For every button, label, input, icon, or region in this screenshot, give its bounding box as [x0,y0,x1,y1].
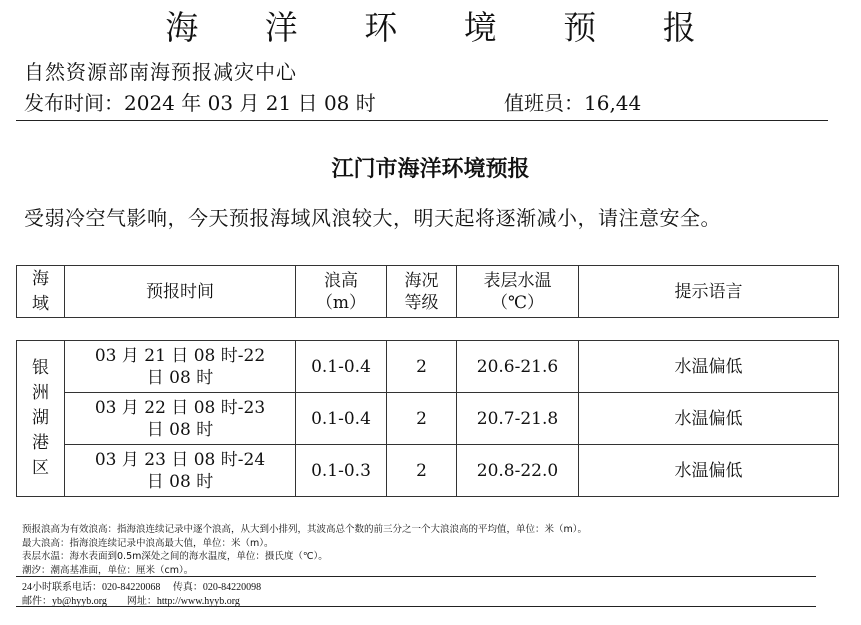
forecast-summary: 受弱冷空气影响，今天预报海域风浪较大，明天起将逐渐减小，请注意安全。 [24,206,721,230]
wave-cell: 0.1-0.3 [296,445,387,497]
region-cell: 银洲湖港区 [17,341,65,497]
header-sea-state: 海况 等级 [387,266,457,318]
header-divider [16,120,828,121]
table-row [17,393,839,445]
table-row [17,445,839,497]
time-cell: 03 月 21 日 08 时-22 日 08 时 [65,341,296,393]
footnote-water-temp: 表层水温：海水表面到0.5m深处之间的海水温度，单位：摄氏度（℃）。 [22,551,328,562]
forecast-title: 江门市海洋环境预报 [331,156,530,182]
header-wave-height: 浪高 （m） [296,266,387,318]
time-cell: 03 月 23 日 08 时-24 日 08 时 [65,445,296,497]
wave-cell: 0.1-0.4 [296,341,387,393]
tip-cell: 水温偏低 [579,393,839,445]
time-cell: 03 月 22 日 08 时-23 日 08 时 [65,393,296,445]
footnote-wave-height: 预报浪高为有效浪高：指海浪连续记录中逐个浪高，从大到小排列，其波高总个数的前三分之一个大浪浪高的平均值，单位：米（m）。 [22,524,588,535]
forecast-table-body [16,340,839,497]
page-title: 海 洋 环 境 预 报 [165,8,724,47]
contact-email-website: 邮件：yb@hyyb.org 网址：http://www.hyyb.org [22,596,240,607]
forecast-table-header [16,265,839,318]
temp-cell: 20.7-21.8 [457,393,579,445]
header-water-temp: 表层水温 （℃） [457,266,579,318]
wave-cell: 0.1-0.4 [296,393,387,445]
header-forecast-time: 预报时间 [65,266,296,318]
footnote-tide: 潮汐：潮高基准面，单位：厘米（cm）。 [22,564,194,576]
footnotes [22,523,587,577]
table-row [17,341,839,393]
tip-cell: 水温偏低 [579,341,839,393]
footer-divider-bottom [16,606,816,607]
footnote-max-wave: 最大浪高：指海浪连续记录中浪高最大值，单位：米（m）。 [22,537,274,549]
header-region: 海域 [17,266,65,318]
footer-divider-top [16,576,816,577]
contact-phone-fax: 24小时联系电话：020-84220068 传真：020-84220098 [22,582,262,593]
header-tip: 提示语言 [579,266,839,318]
temp-cell: 20.8-22.0 [457,445,579,497]
temp-cell: 20.6-21.6 [457,341,579,393]
tip-cell: 水温偏低 [579,445,839,497]
on-duty-staff: 值班员：16,44 [504,91,642,115]
sea-state-cell: 2 [387,445,457,497]
issue-time: 发布时间：2024 年 03 月 21 日 08 时 [24,91,376,115]
sea-state-cell: 2 [387,341,457,393]
sea-state-cell: 2 [387,393,457,445]
issuing-organization: 自然资源部南海预报减灾中心 [24,60,297,84]
